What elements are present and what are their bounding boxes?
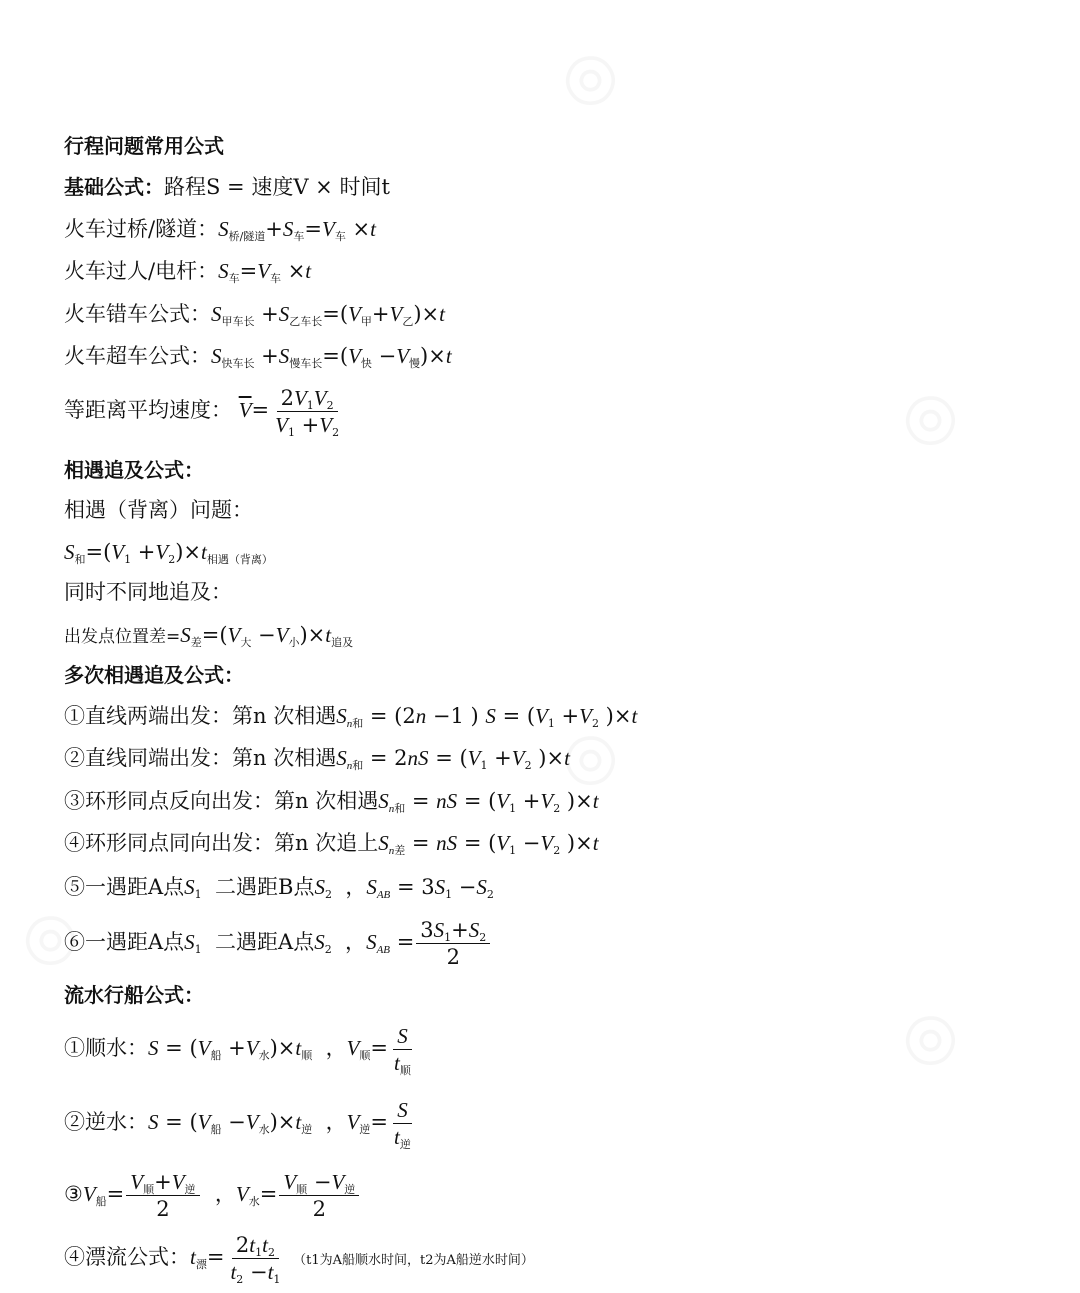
boat-label-4: ④漂流公式： (64, 1245, 190, 1269)
chase-question: 同时不同地追及： (64, 580, 232, 604)
basic-label: 基础公式： (64, 175, 164, 199)
meet-formula: $S_和=(V_1 +V_2)\times t_{相遇(背离)}$ (64, 540, 273, 566)
train-pass-label: 火车错车公式： (64, 302, 211, 326)
boat-section-title: 流水行船公式： (64, 983, 204, 1007)
multi-label-5a: ⑤一遇距A点 (64, 875, 185, 899)
multi-formula-5: ⑤一遇距A点$S_1$ 二遇距B点$S_2$ ，$S_{AB} = 3S_1 -S_2$ (64, 875, 494, 901)
chase-formula-label: 出发点位置差= (64, 627, 181, 647)
boat-formula-1: ①顺水：$S = (V_船 +V_水)\times t_顺$ ，$V_顺=$ $\frac{S}{t_顺}$ (64, 1024, 411, 1077)
avg-speed-label: 等距离平均速度： (64, 398, 232, 422)
multi-label-4: ④环形同点同向出发：第n 次追上 (64, 831, 379, 855)
multi-formula-1: ①直线两端出发：第n 次相遇$S_{n和} = (2n -1$ ) $S = (V_1 +V_2$ )×t (64, 704, 638, 730)
watermark (544, 31, 632, 124)
multi-label-1: ①直线两端出发：第n 次相遇 (64, 704, 337, 728)
multi-formula-2: ②直线同端出发：第n 次相遇$S_{n和} = 2nS = (V_1 +V_2$ )×t (64, 746, 570, 772)
multi-section-title: 多次相遇追及公式： (64, 663, 244, 687)
multi-formula-6: ⑥一遇距A点$S_1$ 二遇距A点$S_2$ ，$S_{AB}$ = $\frac{3S_1+S_2}{2}$ (64, 910, 492, 974)
train-overtake-label: 火车超车公式： (64, 344, 211, 368)
boat-formula-2: ②逆水：$S = (V_船 -V_水)\times t_逆$ ，$V_逆=$ $\frac{S}{t_逆}$ (64, 1098, 411, 1151)
train-bridge-label: 火车过桥/隧道： (64, 217, 219, 241)
meet-section-title: 相遇追及公式： (64, 458, 204, 482)
multi-label-6b: 二遇距A点 (215, 930, 315, 954)
boat-label-1: ①顺水： (64, 1036, 148, 1060)
multi-label-5b: 二遇距B点 (215, 875, 315, 899)
multi-formula-3: ③环形同点反向出发：第n 次相遇$S_{n和}$ = nS = ($V_1 +V_2$ )×t (64, 789, 599, 815)
multi-formula-4: ④环形同点同向出发：第n 次追上$S_{n差}$ = nS = ($V_1 -V_2$ )×t (64, 831, 599, 857)
watermark (884, 371, 972, 464)
chase-formula: 出发点位置差$=S_差=(V_大 -V_小)\times t_{追及}$ (64, 623, 354, 649)
train-overtake-formula: 火车超车公式：$S_{快车长} +S_{慢车长}=(V_快 -V_慢)\times t$ (64, 344, 452, 370)
train-person-formula: 火车过人/电杆：$S_车=V_车 \times t$ (64, 259, 312, 285)
boat-note: （t1为A船顺水时间，t2为A船逆水时间） (293, 1253, 534, 1268)
boat-formula-3: $③V_船=$ $\frac{V_顺+V_逆}{2}$ ，$V_水=$ $\frac{V_顺 -V_逆}{2}$ (64, 1162, 361, 1226)
boat-label-3: ③ (64, 1182, 83, 1206)
avg-speed-formula: 等距离平均速度： $\overline{V}=$ $\frac{2V_1V_2}{V_1 +V_2}$ (64, 386, 340, 439)
train-bridge-formula: 火车过桥/隧道：$S_{桥/隧道}+S_车=V_车 \times t$ (64, 217, 376, 243)
boat-label-2: ②逆水： (64, 1110, 148, 1134)
train-person-label: 火车过人/电杆： (64, 259, 219, 283)
multi-label-3: ③环形同点反向出发：第n 次相遇 (64, 789, 379, 813)
multi-label-6a: ⑥一遇距A点 (64, 930, 185, 954)
meet-question: 相遇（背离）问题： (64, 498, 253, 522)
watermark (884, 991, 972, 1084)
multi-label-2: ②直线同端出发：第n 次相遇 (64, 746, 337, 770)
basic-formula (64, 172, 390, 202)
basic-text: 路程S = 速度V × 时间t (164, 175, 390, 199)
train-pass-formula: 火车错车公式：$S_{甲车长} +S_{乙车长}=(V_甲+V_乙)\times t$ (64, 302, 445, 328)
page-title: 行程问题常用公式 (64, 134, 224, 158)
boat-formula-4: ④漂流公式：$t_漂=$ $\frac{2t_1t_2}{t_2 -t_1}$ （t1为A船顺水时间，t2为A船逆水时间） (64, 1233, 534, 1286)
